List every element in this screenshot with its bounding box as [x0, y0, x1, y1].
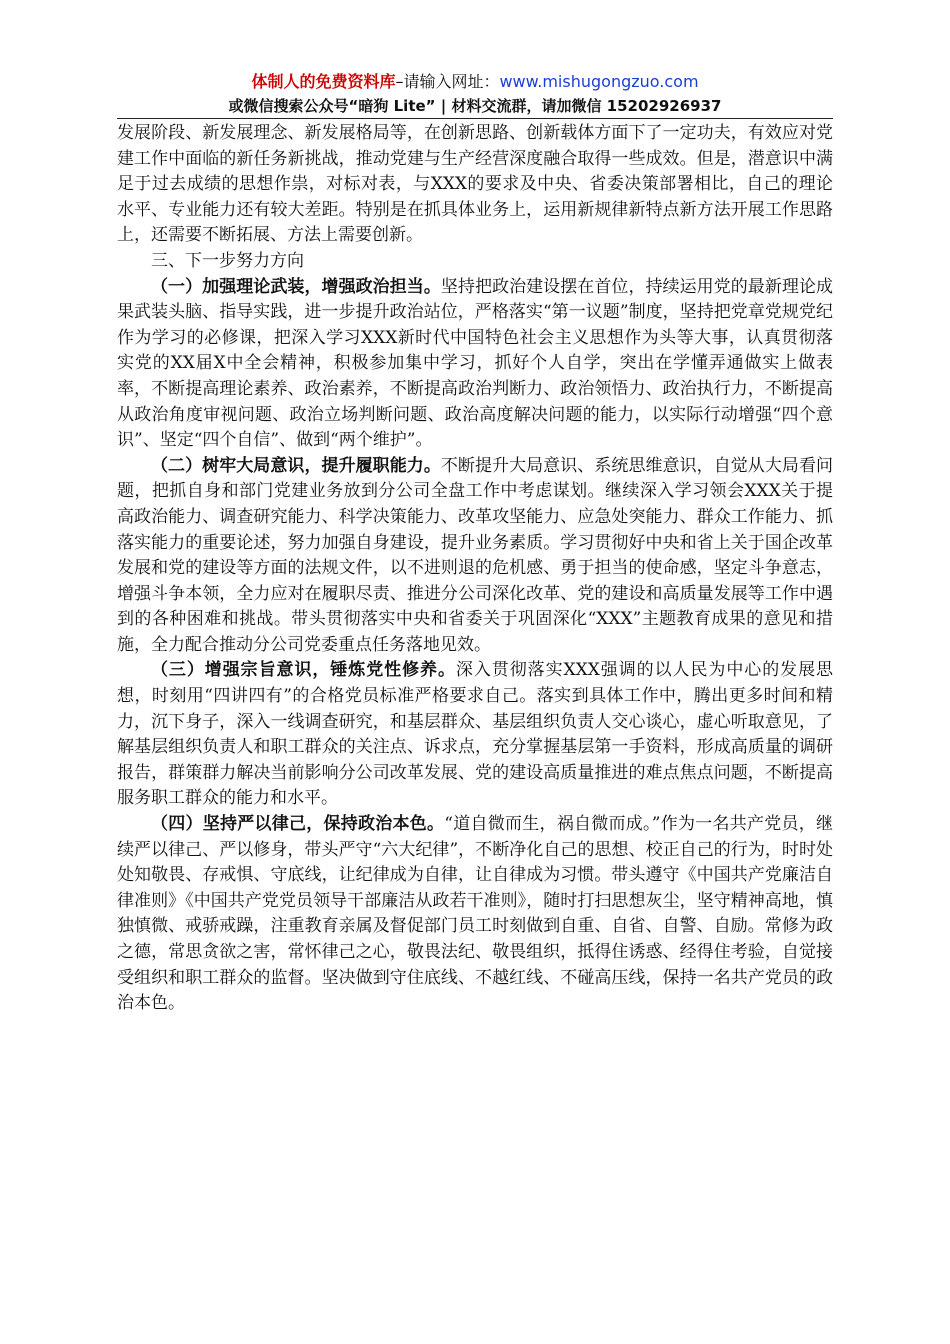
item-paragraph-4: [117, 812, 833, 1017]
section-title: 三、下一步努力方向: [151, 250, 304, 271]
item-text-4: “道自微而生，祸自微而成。”作为一名共产党员，继续严以律己、严以修身，带头严守“六大纪律”，不断净化自己的思想、校正自己的行为，时时处处知敬畏、存戒惧、守底线，让纪律成为自律，让自律成为习惯。带头遵守《中国共产党廉洁自律准则》《中国共产党党员领导干部廉洁从政若干准则》，随时打扫思想灰尘，坚守精神高地，慎独慎微、戒骄戒躁，注重教育亲属及督促部门员工时刻做到自重、自省、自警、自励。常修为政之德，常思贪欲之害，常怀律己之心，敬畏法纪、敬畏组织，抵得住诱惑、经得住考验，自觉接受组织和职工群众的监督。坚决做到守住底线、不越红线、不碰高压线，保持一名共产党员的政治本色。: [117, 814, 833, 1014]
item-paragraph-1: [117, 275, 833, 454]
document-body: [117, 121, 833, 1017]
item-heading-3: （三）增强宗旨意识，锤炼党性修养。: [151, 660, 456, 681]
header-line-1: [0, 70, 950, 94]
item-text-1: 坚持把政治建设摆在首位，持续运用党的最新理论成果武装头脑、指导实践，进一步提升政治站位，严格落实“第一议题”制度，坚持把党章党规党纪作为学习的必修课，把深入学习XXX新时代中国特色社会主义思想作为头等大事，认真贯彻落实党的XX届X中全会精神，积极参加集中学习，抓好个人自学，突出在学懂弄通做实上做表率，不断提高理论素养、政治素养，不断提高政治判断力、政治领悟力、政治执行力，不断提高从政治角度审视问题、政治立场判断问题、政治高度解决问题的能力，以实际行动增强“四个意识”、坚定“四个自信”、做到“两个维护”。: [117, 276, 834, 451]
item-paragraph-3: [117, 658, 833, 812]
item-heading-1: （一）加强理论武装，增强政治担当。: [151, 276, 441, 297]
site-url-link[interactable]: www.mishugongzuo.com: [499, 72, 699, 91]
item-paragraph-2: [117, 454, 833, 659]
site-header: [0, 70, 950, 118]
header-divider: [117, 118, 833, 119]
item-heading-2: （二）树牢大局意识，提升履职能力。: [151, 455, 441, 476]
item-heading-4: （四）坚持严以律己，保持政治本色。: [151, 814, 445, 835]
paragraph-continued: 发展阶段、新发展理念、新发展格局等，在创新思路、创新载体方面下了一定功夫，有效应对党建工作中面临的新任务新挑战，推动党建与生产经营深度融合取得一些成效。但是，潜意识中满足于过去成绩的思想作祟，对标对表，与XXX的要求及中央、省委决策部署相比，自己的理论水平、专业能力还有较大差距。特别是在抓具体业务上，运用新规律新特点新方法开展工作思路上，还需要不断拓展、方法上需要创新。: [117, 123, 833, 246]
item-text-2: 不断提升大局意识、系统思维意识，自觉从大局看问题，把抓自身和部门党建业务放到分公司全盘工作中考虑谋划。继续深入学习领会XXX关于提高政治能力、调查研究能力、科学决策能力、改革攻坚能力、应急处突能力、群众工作能力、抓落实能力的重要论述，努力加强自身建设，提升业务素质。学习贯彻好中央和省上关于国企改革发展和党的建设等方面的法规文件，以不进则退的危机感、勇于担当的使命感，坚定斗争意志，增强斗争本领，全力应对在履职尽责、推进分公司深化改革、党的建设和高质量发展等工作中遇到的各种困难和挑战。带头贯彻落实中央和省委关于巩固深化“XXX”主题教育成果的意见和措施，全力配合推动分公司党委重点任务落地见效。: [117, 455, 834, 655]
item-text-3: 深入贯彻落实XXX强调的以人民为中心的发展思想，时刻用“四讲四有”的合格党员标准严格要求自己。落实到具体工作中，腾出更多时间和精力，沉下身子，深入一线调查研究，和基层群众、基层组织负责人交心谈心，虚心听取意见，了解基层组织负责人和职工群众的关注点、诉求点，充分掌握基层第一手资料，形成高质量的调研报告，群策群力解决当前影响分公司改革发展、党的建设高质量推进的难点焦点问题，不断提高服务职工群众的能力和水平。: [117, 660, 834, 809]
url-prompt: –请输入网址：: [395, 72, 500, 91]
header-line-2: 或微信搜索公众号“暗狗 Lite” | 材料交流群，请加微信 15202926937: [228, 97, 722, 115]
site-brand: 体制人的免费资料库: [251, 72, 396, 91]
